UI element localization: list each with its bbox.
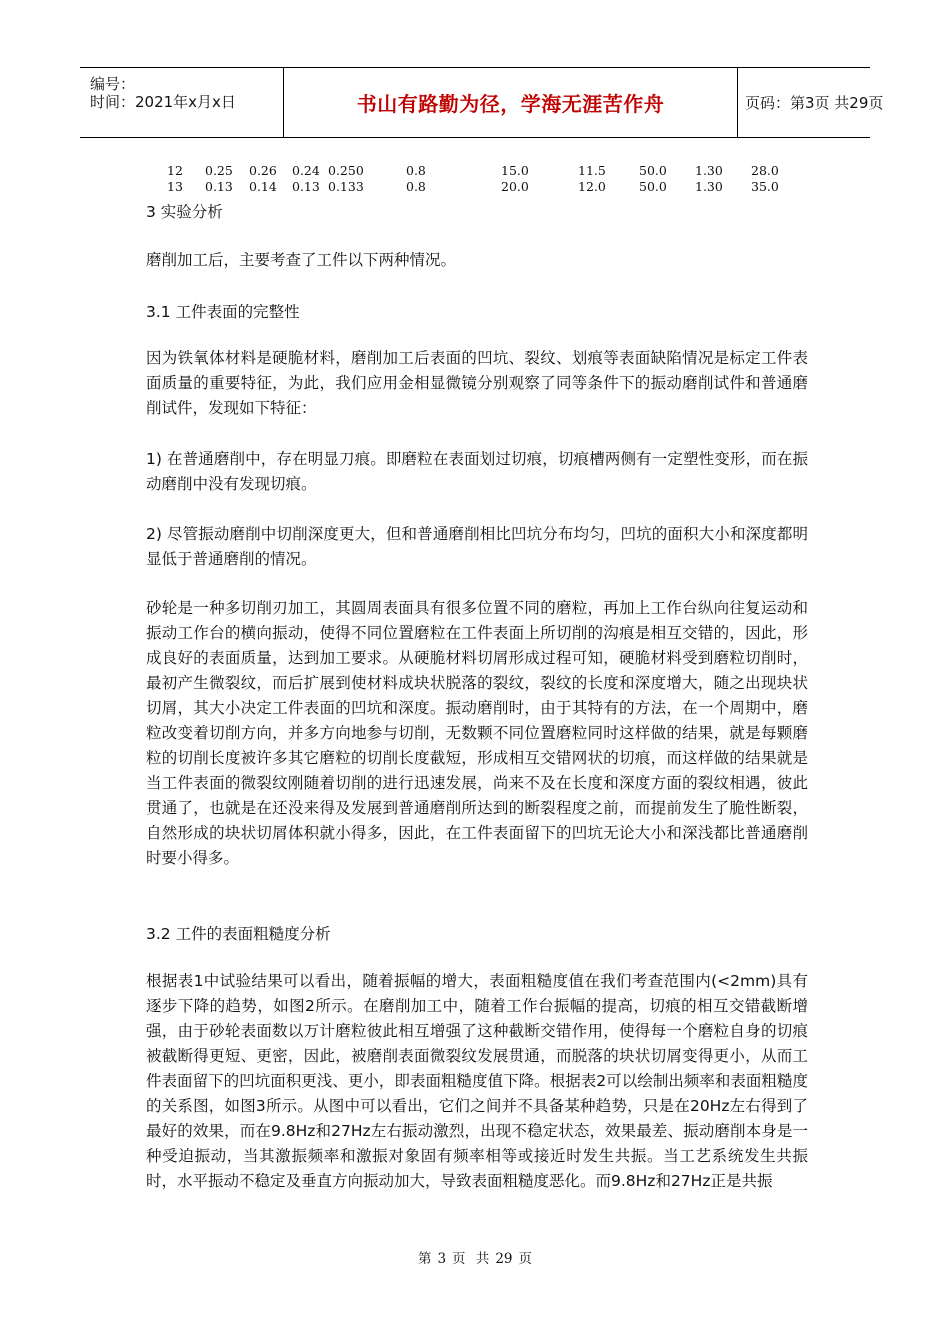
- serial-number-label: 编号：: [90, 75, 136, 93]
- table-cell: 0.14: [249, 179, 277, 194]
- footer-total-label: 共: [475, 1251, 490, 1267]
- header-motto-cell: [283, 68, 738, 137]
- table-cell: 50.0: [639, 179, 667, 194]
- footer-page-unit: 页: [452, 1251, 466, 1267]
- table-cell: 0.250: [328, 163, 364, 178]
- table-cell: 0.13: [292, 179, 320, 194]
- footer-total-number: 29: [495, 1251, 513, 1267]
- table-row: [0, 179, 950, 195]
- table-cell: 12.0: [578, 179, 606, 194]
- table-cell: 35.0: [751, 179, 779, 194]
- table-cell: 20.0: [501, 179, 529, 194]
- table-cell: 11.5: [578, 163, 606, 178]
- paragraph-5: 根据表1中试验结果可以看出，随着振幅的增大，表面粗糙度值在我们考查范围内(<2mm)具有逐步下降的趋势，如图2所示。在磨削加工中，随着工作台振幅的提高，切痕的相互交错截断增强，由于砂轮表面数以万计磨粒彼此相互增强了这种截断交错作用，使得每一个磨粒自身的切痕被截断得更短、更密，因此，被磨削表面微裂纹发展贯通，而脱落的块状切屑变得更小，从而工件表面留下的凹坑面积更浅、更小，即表面粗糙度值下降。根据表2可以绘制出频率和表面粗糙度的关系图，如图3所示。从图中可以看出，它们之间并不具备某种趋势，只是在20Hz左右得到了最好的效果，而在9.8Hz和27Hz左右振动激烈，出现不稳定状态，效果最差、振动磨削本身是一种受迫振动，当其激振频率和激振对象固有频率相等或接近时发生共振。当工艺系统发生共振时，水平振动不稳定及垂直方向振动加大，导致表面粗糙度恶化。而9.8Hz和27Hz正是共振: [146, 972, 808, 1190]
- header-page-cell: [737, 68, 884, 137]
- table-cell: 0.133: [328, 179, 364, 194]
- paragraph-1: 因为铁氧体材料是硬脆材料，磨削加工后表面的凹坑、裂纹、划痕等表面缺陷情况是标定工件表面质量的重要特征，为此，我们应用金相显微镜分别观察了同等条件下的振动磨削试件和普通磨削试件，发现如下特征：: [146, 349, 808, 417]
- motto-text: 书山有路勤为径，学海无涯苦作舟: [356, 92, 665, 116]
- header-meta-cell: [80, 68, 283, 137]
- paragraph-2: 1) 在普通磨削中，存在明显刀痕。即磨粒在表面划过切痕，切痕槽两侧有一定塑性变形，而在振动磨削中没有发现切痕。: [146, 450, 808, 493]
- section-3-1-heading: 3.1 工件表面的完整性: [146, 303, 300, 321]
- table-row: [0, 163, 950, 179]
- table-cell: 1.30: [695, 179, 723, 194]
- page-footer: [0, 1247, 950, 1267]
- table-cell: 0.8: [406, 163, 426, 178]
- section-3-heading: 3 实验分析: [146, 203, 223, 221]
- table-cell: 0.13: [205, 179, 233, 194]
- footer-page-label: 第: [417, 1251, 432, 1267]
- paragraph-3: 2) 尽管振动磨削中切削深度更大，但和普通磨削相比凹坑分布均匀，凹坑的面积大小和深度都明显低于普通磨削的情况。: [146, 525, 808, 568]
- paragraph-4: 砂轮是一种多切削刃加工，其圆周表面具有很多位置不同的磨粒，再加上工作台纵向往复运动和振动工作台的横向振动，使得不同位置磨粒在工件表面上所切削的沟痕是相互交错的，因此，形成良好的表面质量，达到加工要求。从硬脆材料切屑形成过程可知，硬脆材料受到磨粒切削时，最初产生微裂纹，而后扩展到使材料成块状脱落的裂纹，裂纹的长度和深度增大，随之出现块状切屑，其大小决定工件表面的凹坑和深度。振动磨削时，由于其特有的方法，在一个周期中，磨粒改变着切削方向，并多方向地参与切削，无数颗不同位置磨粒同时这样做的结果，就是每颗磨粒的切削长度被许多其它磨粒的切削长度截短，形成相互交错网状的切痕，而这样做的结果就是当工件表面的微裂纹刚随着切削的进行迅速发展，尚来不及在长度和深度方面的裂纹相遇，彼此贯通了，也就是在还没来得及发展到普通磨削所达到的断裂程度之前，而提前发生了脆性断裂，自然形成的块状切屑体积就小得多，因此，在工件表面留下的凹坑无论大小和深浅都比普通磨削时要小得多。: [146, 599, 808, 867]
- table-cell: 28.0: [751, 163, 779, 178]
- section-3-2-heading: 3.2 工件的表面粗糙度分析: [146, 925, 331, 943]
- table-cell: 1.30: [695, 163, 723, 178]
- footer-total-unit: 页: [518, 1251, 533, 1267]
- table-cell: 0.8: [406, 179, 426, 194]
- table-cell: 0.26: [249, 163, 277, 178]
- page-info: 页码：第3页 共29页: [745, 94, 884, 112]
- table-cell: 0.24: [292, 163, 320, 178]
- table-cell: 12: [167, 163, 183, 178]
- table-cell: 15.0: [501, 163, 529, 178]
- table-cell: 13: [167, 179, 183, 194]
- date-label: 时间：2021年x月x日: [90, 93, 236, 111]
- footer-page-number: 3: [437, 1251, 447, 1267]
- table-cell: 0.25: [205, 163, 233, 178]
- intro-paragraph: 磨削加工后，主要考查了工件以下两种情况。: [146, 251, 457, 269]
- page-header: [80, 67, 884, 138]
- table-cell: 50.0: [639, 163, 667, 178]
